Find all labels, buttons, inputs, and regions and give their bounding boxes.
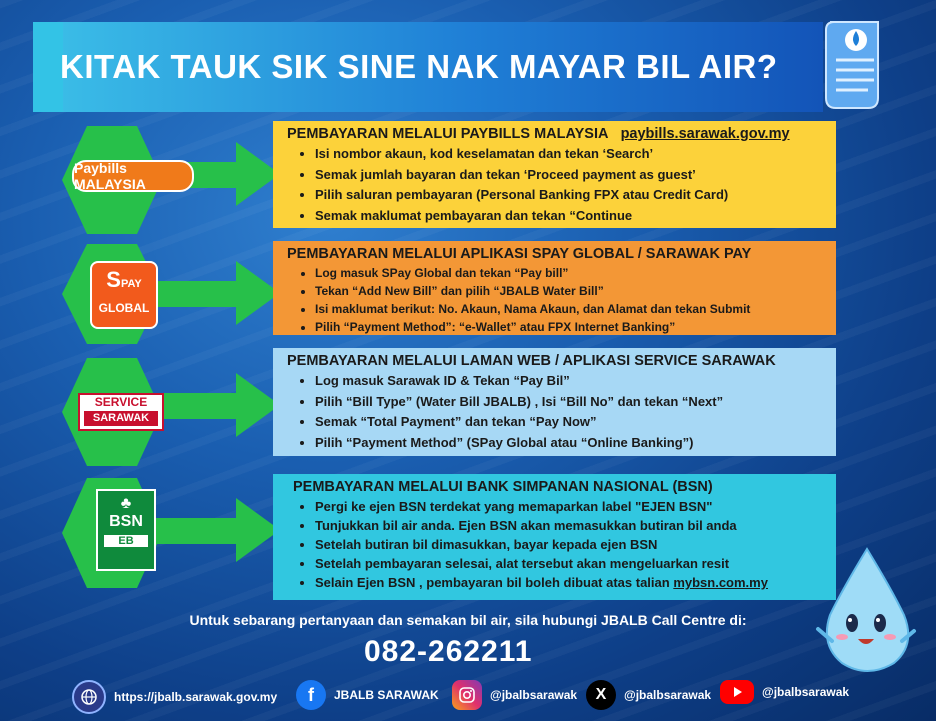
paybills-section [273,121,836,228]
youtube-link[interactable]: @jbalbsarawak [720,680,849,704]
spay-section [273,241,836,335]
service-sarawak-section [273,348,836,456]
spay-heading: PEMBAYARAN MELALUI APLIKASI SPAY GLOBAL / SARAWAK PAY [287,246,752,262]
tree-icon: ♣ [120,495,132,512]
spay-global-logo: SPAY GLOBAL [90,261,158,329]
list-item: • Isi nombor akaun, kod keselamatan dan tekan ‘Search’ [315,144,826,165]
list-item: • Selain Ejen BSN , pembayaran bil boleh dibuat atas talian mybsn.com.my [315,573,826,592]
footer-info: Untuk sebarang pertanyaan dan semakan bil air, sila hubungi JBALB Call Centre di: [189,612,747,628]
service-sarawak-logo: SERVICE SARAWAK [78,393,164,431]
bsn-heading: PEMBAYARAN MELALUI BANK SIMPANAN NASIONAL (BSN) [293,479,713,495]
water-drop-mascot [812,545,922,675]
list-item: • Log masuk Sarawak ID & Tekan “Pay Bil” [315,371,826,392]
list-item: • Pilih “Payment Method”: “e-Wallet” atau FPX Internet Banking” [315,318,826,336]
website-link[interactable]: https://jbalb.sarawak.gov.my [72,680,277,714]
facebook-link[interactable]: f JBALB SARAWAK [296,680,439,710]
list-item: • Semak maklumat pembayaran dan tekan “Continue [315,206,826,227]
instagram-icon [452,680,482,710]
page-title: KITAK TAUK SIK SINE NAK MAYAR BIL AIR? [60,48,778,85]
list-item: • Isi maklumat berikut: No. Akaun, Nama Akaun, dan Alamat dan tekan Submit [315,300,826,318]
list-item: • Pilih “Payment Method” (SPay Global atau “Online Banking”) [315,433,826,454]
arrow-shaft [150,281,242,307]
list-item: • Pilih saluran pembayaran (Personal Banking FPX atau Credit Card) [315,185,826,206]
globe-icon [72,680,106,714]
list-item: • Setelah butiran bil dimasukkan, bayar kepada ejen BSN [315,535,826,554]
arrow-shaft [150,518,242,544]
list-item: • Pergi ke ejen BSN terdekat yang memaparkan label "EJEN BSN" [315,497,826,516]
call-centre-phone[interactable]: 082-262211 [364,635,533,668]
list-item: • Log masuk SPay Global dan tekan “Pay bill” [315,264,826,282]
bill-scroll-icon [822,18,886,112]
instagram-link[interactable]: @jbalbsarawak [452,680,577,710]
list-item: • Tunjukkan bil air anda. Ejen BSN akan memasukkan butiran bil anda [315,516,826,535]
paybills-logo: Paybills MALAYSIA [72,160,194,192]
paybills-heading: PEMBAYARAN MELALUI PAYBILLS MALAYSIA [287,126,609,142]
service-sarawak-heading: PEMBAYARAN MELALUI LAMAN WEB / APLIKASI SERVICE SARAWAK [287,353,776,369]
youtube-icon [720,680,754,704]
paybills-link[interactable]: paybills.sarawak.gov.my [620,126,790,142]
list-item: • Tekan “Add New Bill” dan pilih “JBALB Water Bill” [315,282,826,300]
list-item: • Semak jumlah bayaran dan tekan ‘Proceed payment as guest’ [315,165,826,186]
x-link[interactable]: X @jbalbsarawak [586,680,711,710]
bsn-link[interactable]: mybsn.com.my [673,575,768,590]
bsn-logo: ♣ BSN EB [96,489,156,571]
list-item: • Pilih “Bill Type” (Water Bill JBALB) , Isi “Bill No” dan tekan “Next” [315,392,826,413]
facebook-icon: f [296,680,326,710]
list-item: • Setelah pembayaran selesai, alat tersebut akan mengeluarkan resit [315,554,826,573]
x-icon: X [586,680,616,710]
bsn-section [273,474,836,600]
list-item: • Semak “Total Payment” dan tekan “Pay Now” [315,412,826,433]
